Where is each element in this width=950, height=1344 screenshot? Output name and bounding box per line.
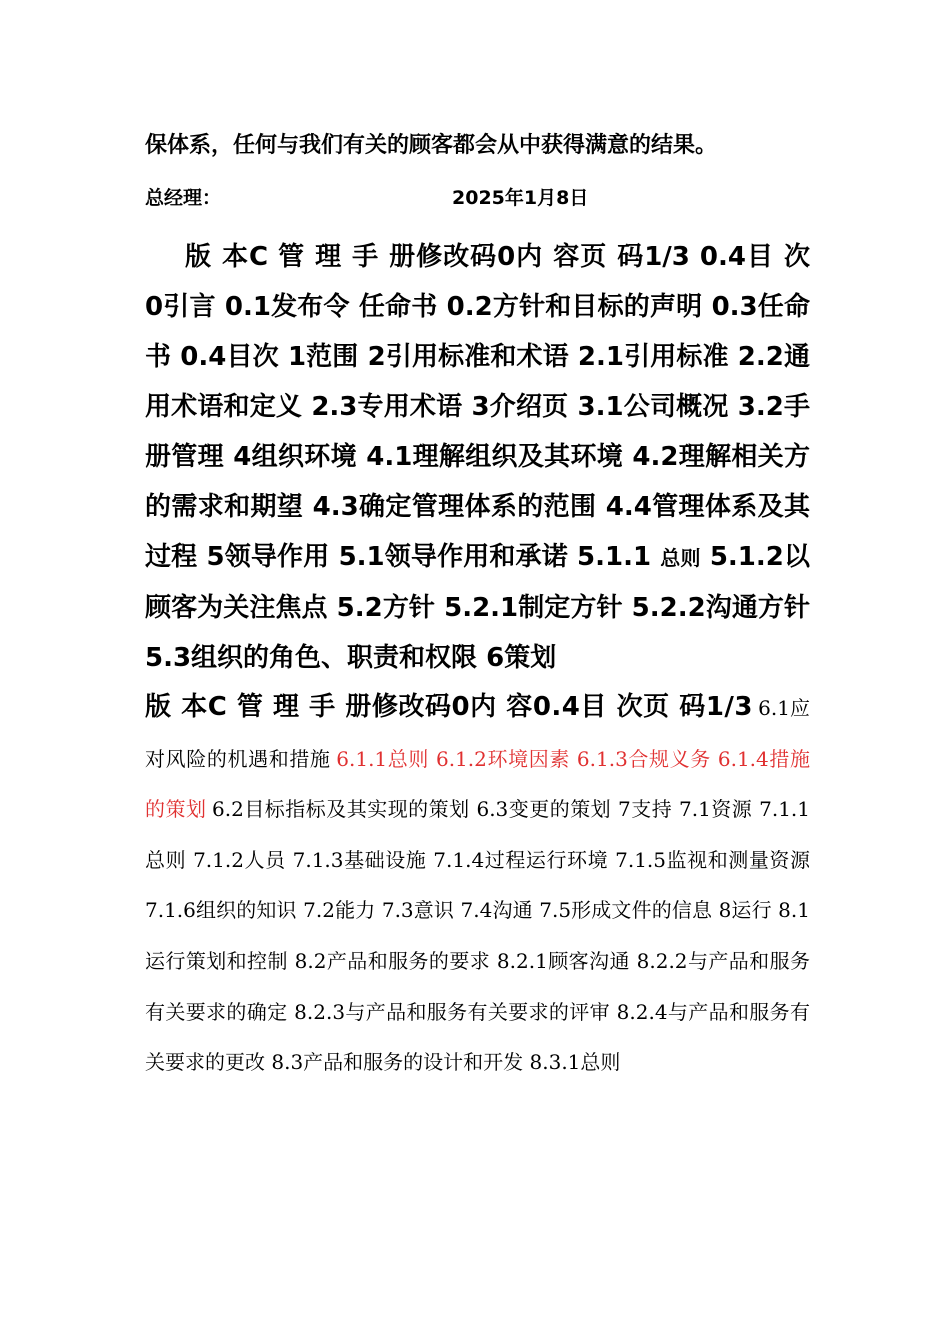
toc-block-2-rest: 6.2目标指标及其实现的策划 6.3变更的策划 7支持 7.1资源 7.1.1总则 7.1.2人员 7.1.3基础设施 7.1.4过程运行环境 7.1.5监视和测量资源 7.1.6组织的知识 7.2能力 7.3意识 7.4沟通 7.5形成文件的信息 8运行 8.1运行策划和控制 8.2产品和服务的要求 8.2.1顾客沟通 8.2.2与产品和服务有关要求的确定 8.2.3与产品和服务有关要求的评审 8.2.4与产品和服务有关要求的更改 8.3产品和服务的设计和开发 8.3.1总则 <box>145 797 811 1075</box>
toc-block-1 <box>145 232 810 683</box>
intro-text: 保体系，任何与我们有关的顾客都会从中获得满意的结果。 <box>145 133 718 158</box>
toc-block-2-red-items: 6.1.1总则 6.1.2环境因素 6.1.3合规义务 6.1.4措施的策划 <box>145 746 810 822</box>
toc-block-1-small-word: 总则 <box>660 546 701 570</box>
toc-block-2 <box>145 683 810 1089</box>
signature-label: 总经理： <box>145 187 222 209</box>
signature-row <box>145 178 810 218</box>
toc-block-2-intro: 6.1应对风险的机遇和措施 <box>145 696 810 771</box>
document-page <box>145 128 810 1089</box>
signature-date: 2025年1月8日 <box>452 187 589 209</box>
toc-block-1-body: 0.4目 次 0引言 0.1发布令 任命书 0.2方针和目标的声明 0.3任命书 0.4目次 1范围 2引用标准和术语 2.1引用标准 2.2通用术语和定义 2.3专用术语 3介绍页 3.1公司概况 3.2手册管理 4组织环境 4.1理解组织及其环境 4.2理解相关方的需求和期望 4.3确定管理体系的范围 4.4管理体系及其过程 5领导作用 5.1领导作用和承诺 5.1.1 <box>145 242 810 572</box>
toc-block-2-header: 版 本C 管 理 手 册修改码0内 容0.4目 次页 码1/3 <box>145 692 753 722</box>
toc-block-1-header: 版 本C 管 理 手 册修改码0内 容页 码1/3 <box>185 242 690 272</box>
toc-block-1-tail: 5.1.2以顾客为关注焦点 5.2方针 5.2.1制定方针 5.2.2沟通方针 5.3组织的角色、职责和权限 6策划 <box>145 542 811 673</box>
